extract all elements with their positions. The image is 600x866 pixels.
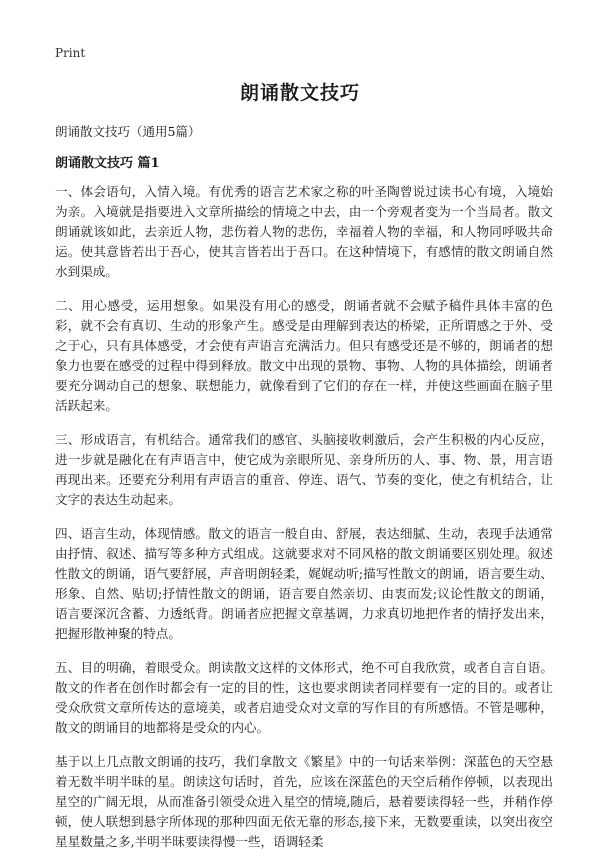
paragraph-5: 五、目的明确，着眼受众。朗读散文这样的文体形式，绝不可自我欣赏，或者自言自语。散文的作者在创作时都会有一定的目的性，这也要求朗读者同样要有一定的目的。或者让受众欣赏文章所传达的意境美，或者启迪受众对文章的写作目的有所感悟。不管是哪种，散文的朗诵目的地都将是受众的内心。 [55,660,553,735]
paragraph-6: 基于以上几点散文朗诵的技巧，我们拿散文《繁星》中的一句话来举例：深蓝色的天空悬着无数半明半昧的星。朗读这句话时，首先，应该在深蓝色的天空后稍作停顿，以表现出星空的广阔无垠，从而准备引领受众进入星空的情境,随后，悬着要读得轻一些，并稍作停顿，使人联想到悬字所体现的那种四面无依无靠的形态,接下来，无数要重读，以突出夜空星星数量之多,半明半昧要读得慢一些，语调轻柔 [55,754,553,849]
paragraph-1: 一、体会语句，入情入境。有优秀的语言艺术家之称的叶圣陶曾说过读书心有境，入境始为亲。入境就是指要进入文章所描绘的情境之中去，由一个旁观者变为一个当局者。散文朗诵就该如此，去亲近人物，悲伤着人物的悲伤，幸福着人物的幸福，和人物同呼吸共命运。使其意皆若出于吾心，使其言皆若出于吾口。在这种情境下，有感情的散文朗诵自然水到渠成。 [55,184,553,279]
print-link[interactable]: Print [55,46,86,60]
page-title: 朗诵散文技巧 [239,82,360,104]
document-subtitle: 朗诵散文技巧（通用5篇） [55,124,201,139]
paragraph-3: 三、形成语言，有机结合。通常我们的感官、头脑接收刺激后，会产生积极的内心反应，进一步就是融化在有声语言中，使它成为亲眼所见、亲身所历的人、事、物、景，用言语再现出来。还要充分利用有声语言的重音、停连、语气、节奏的变化，使之有机结合，让文字的表达生动起来。 [55,432,553,507]
paragraph-2: 二、用心感受，运用想象。如果没有用心的感受，朗诵者就不会赋予稿件具体丰富的色彩，就不会有真切、生动的形象产生。感受是由理解到表达的桥梁，正所谓感之于外、受之于心，只有具体感受，才会使有声语言充满活力。但只有感受还是不够的，朗诵者的想象力也要在感受的过程中得到释放。散文中出现的景物、事物、人物的具体描绘，朗诵者要充分调动自己的想象、联想能力，就像看到了它们的存在一样，并使这些画面在脑子里活跃起来。 [55,298,553,413]
paragraph-4: 四、语言生动，体现情感。散文的语言一般自由、舒展，表达细腻、生动，表现手法通常由抒情、叙述、描写等多种方式组成。这就要求对不同风格的散文朗诵要区别处理。叙述性散文的朗诵，语气要舒展，声音明朗轻柔，娓娓动听;描写性散文的朗诵，语言要生动、形象、自然、贴切;抒情性散文的朗诵，语言要自然亲切、由衷而发;议论性散文的朗诵，语言要深沉含蓄、力透纸背。朗诵者应把握文章基调，力求真切地把作者的情抒发出来，把握形散神聚的特点。 [55,526,553,641]
article-body [55,182,553,866]
section-heading: 朗诵散文技巧 篇1 [55,156,160,171]
